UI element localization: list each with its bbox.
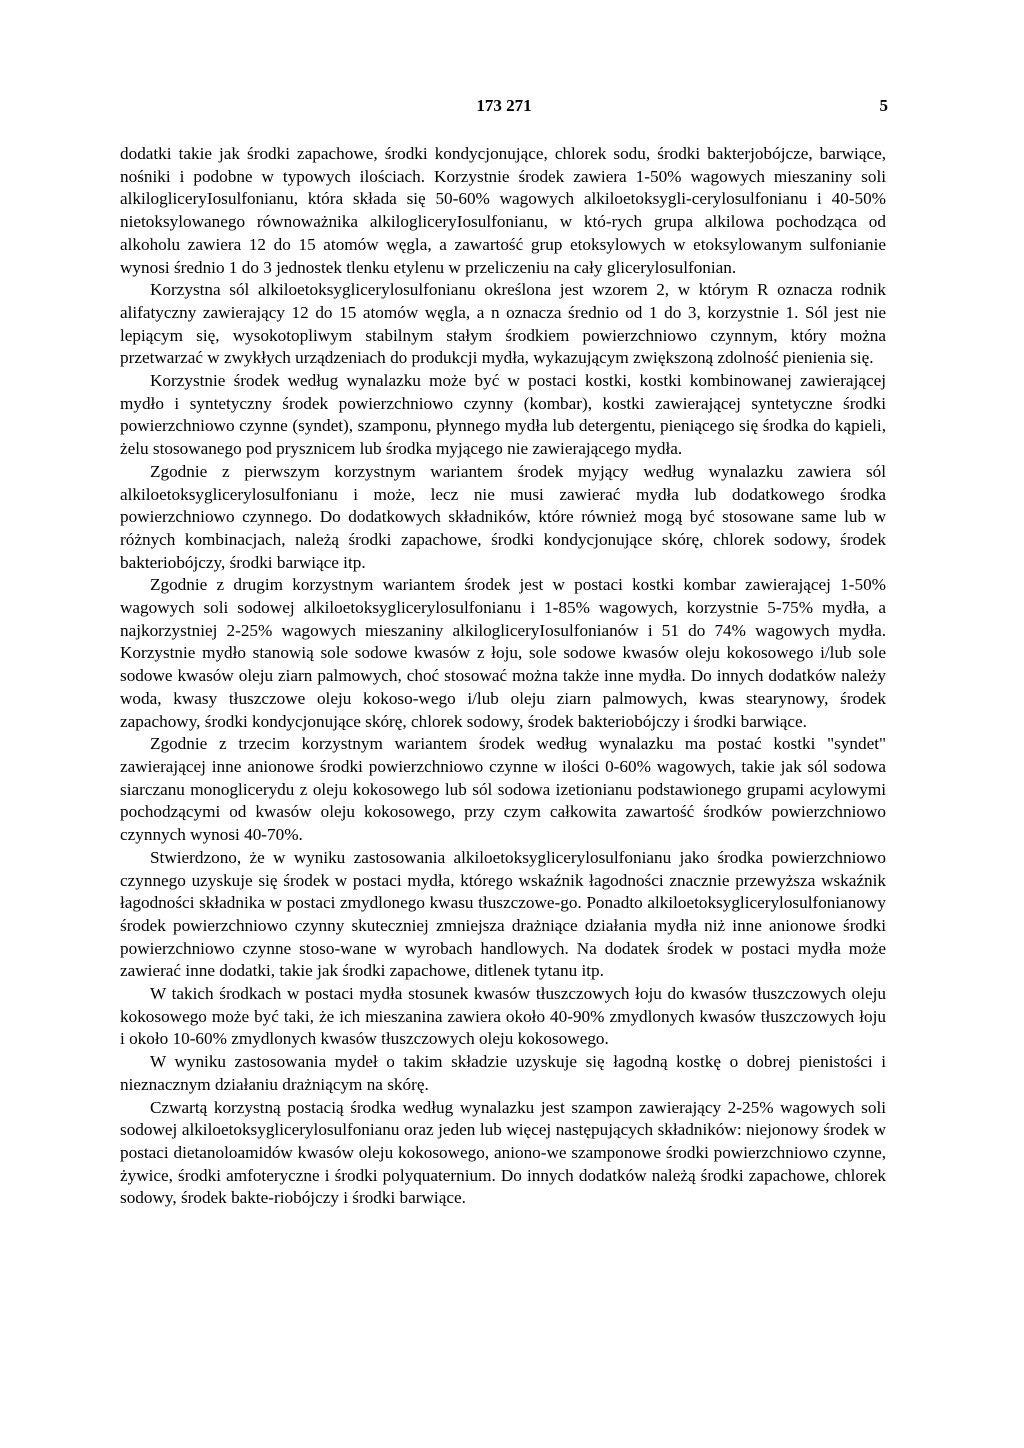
page-number: 5 [879, 96, 888, 115]
paragraph: Korzystnie środek według wynalazku może być w postaci kostki, kostki kombinowanej zawierającej mydło i syntetyczny środek powierzchniowo czynny (kombar), kostki zawierającej syntetyczne środki powierzchniowo czynne (syndet), szamponu, płynnego mydła lub detergentu, pieniącego się środka do kąpieli, żelu stosowanego pod prysznicem lub środka myjącego nie zawierającego mydła. [120, 371, 886, 459]
paragraph: dodatki takie jak środki zapachowe, środki kondycjonujące, chlorek sodu, środki bakterjobójcze, barwiące, nośniki i podobne w typowych ilościach. Korzystnie środek zawiera 1-50% wagowych mieszaniny soli alkilogliceryIosulfonianu, która składa się 50-60% wagowych alkiloetoksygli-cerylosulfonianu i 40-50% nietoksylowanego równoważnika alkilogliceryIosulfonianu, w któ-rych grupa alkilowa pochodząca od alkoholu zawiera 12 do 15 atomów węgla, a zawartość grup etoksylowych w etoksylowanym sulfonianie wynosi średnio 1 do 3 jednostek tlenku etylenu w przeliczeniu na cały glicerylosulfonian. [120, 144, 886, 277]
paragraph: Czwartą korzystną postacią środka według wynalazku jest szampon zawierający 2-25% wagowych soli sodowej alkiloetoksyglicerylosulfonianu oraz jeden lub więcej następujących składników: niejonowy środek w postaci dietanoloamidów kwasów oleju kokosowego, aniono-we szamponowe środki powierzchniowo czynne, żywice, środki amfoteryczne i środki polyquaternium. Do innych dodatków należą środki zapachowe, chlorek sodowy, środek bakte-riobójczy i środki barwiące. [120, 1097, 886, 1208]
body-text [120, 143, 886, 1210]
paragraph: Korzystna sól alkiloetoksyglicerylosulfonianu określona jest wzorem 2, w którym R oznacza rodnik alifatyczny zawierający 12 do 15 atomów węgla, a n oznacza średnio od 1 do 3, korzystnie 1. Sól jest nie lepiącym się, wysokotopliwym stabilnym stałym środkiem powierzchniowo czynnym, który można przetwarzać w zwykłych urządzeniach do produkcji mydła, wykazującym zwiększoną zdolność pienienia się. [120, 280, 886, 368]
page-header [120, 96, 888, 118]
patent-number: 173 271 [476, 96, 532, 115]
paragraph: Zgodnie z pierwszym korzystnym wariantem środek myjący według wynalazku zawiera sól alkiloetoksyglicerylosulfonianu i może, lecz nie musi zawierać mydła lub dodatkowego środka powierzchniowo czynnego. Do dodatkowych składników, które również mogą być stosowane same lub w różnych kombinacjach, należą środki zapachowe, środki kondycjonujące skórę, chlorek sodowy, środek bakteriobójczy, środki barwiące itp. [120, 461, 886, 572]
paragraph: Zgodnie z drugim korzystnym wariantem środek jest w postaci kostki kombar zawierającej 1-50% wagowych soli sodowej alkiloetoksyglicerylosulfonianu i 1-85% wagowych, korzystnie 5-75% mydła, a najkorzystniej 2-25% wagowych mieszaniny alkilogliceryIosulfonianów i 51 do 74% wagowych mydła. Korzystnie mydło stanowią sole sodowe kwasów z łoju, sole sodowe kwasów oleju kokosowego i/lub sole sodowe kwasów oleju ziarn palmowych, choć stosować można także inne mydła. Do innych dodatków należy woda, kwasy tłuszczowe oleju kokoso-wego i/lub oleju ziarn palmowych, kwas stearynowy, środek zapachowy, środki kondycjonujące skórę, chlorek sodowy, środek bakteriobójczy i środki barwiące. [120, 575, 886, 731]
paragraph: W wyniku zastosowania mydeł o takim składzie uzyskuje się łagodną kostkę o dobrej pienistości i nieznacznym działaniu drażniącym na skórę. [120, 1052, 886, 1094]
paragraph: Zgodnie z trzecim korzystnym wariantem środek według wynalazku ma postać kostki "syndet" zawierającej inne anionowe środki powierzchniowo czynne w ilości 0-60% wagowych, takie jak sól sodowa siarczanu monoglicerydu z oleju kokosowego lub sól sodowa izetionianu podstawionego grupami acylowymi pochodzącymi od kwasów oleju kokosowego, przy czym całkowita zawartość środków powierzchniowo czynnych wynosi 40-70%. [120, 734, 886, 845]
paragraph: Stwierdzono, że w wyniku zastosowania alkiloetoksyglicerylosulfonianu jako środka powierzchniowo czynnego uzyskuje się środek w postaci mydła, którego wskaźnik łagodności znacznie przewyższa wskaźnik łagodności składnika w postaci zmydlonego kwasu tłuszczowe-go. Ponadto alkiloetoksyglicerylosulfonianowy środek powierzchniowo czynny skuteczniej zmniejsza drażniące działania mydła niż inne anionowe środki powierzchniowo czynne stoso-wane w wyrobach handlowych. Na dodatek środek w postaci mydła może zawierać inne dodatki, takie jak środki zapachowe, ditlenek tytanu itp. [120, 847, 886, 981]
paragraph: W takich środkach w postaci mydła stosunek kwasów tłuszczowych łoju do kwasów tłuszczowych oleju kokosowego może być taki, że ich mieszanina zawiera około 40-90% zmydlonych kwasów tłuszczowych łoju i około 10-60% zmydlonych kwasów tłuszczowych oleju kokosowego. [120, 984, 886, 1049]
